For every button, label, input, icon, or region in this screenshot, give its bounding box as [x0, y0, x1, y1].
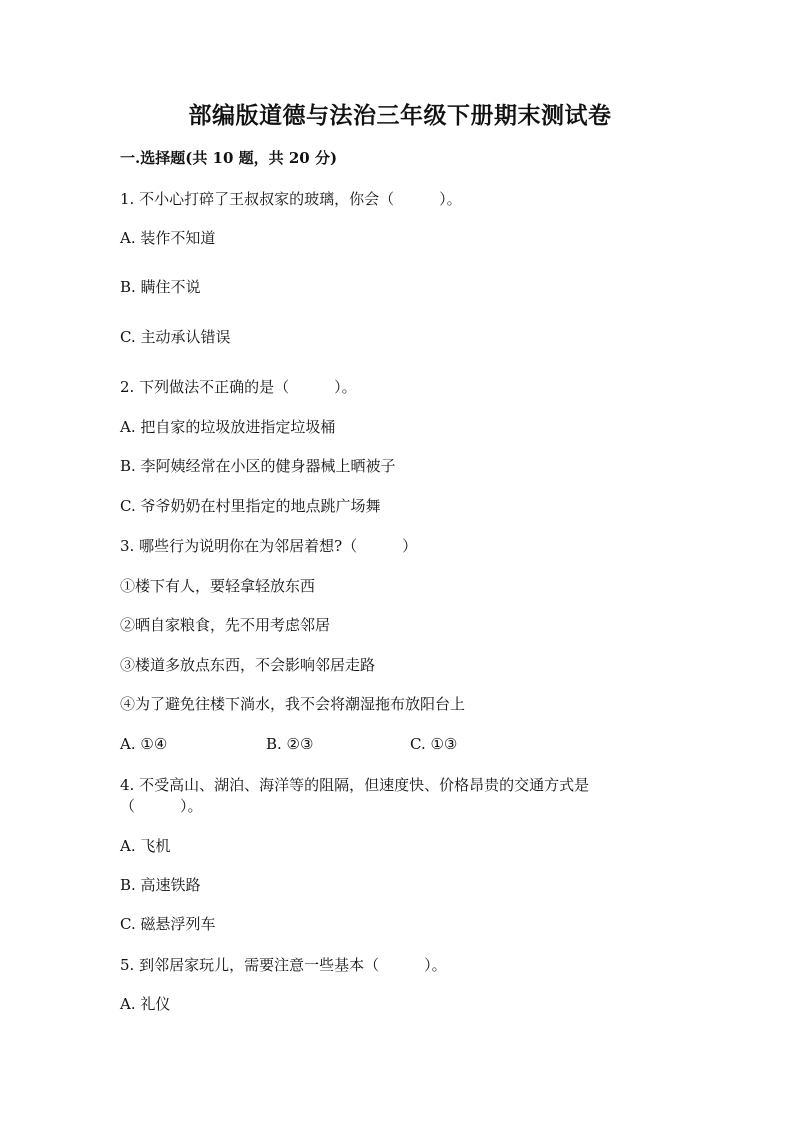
question-1-option-c: C. 主动承认错误	[120, 328, 231, 346]
question-5-option-a: A. 礼仪	[120, 995, 171, 1013]
question-2-stem: 2. 下列做法不正确的是（ ）。	[120, 378, 357, 396]
question-4-stem-line-1: 4. 不受高山、湖泊、海洋等的阻隔，但速度快、价格昂贵的交通方式是	[120, 776, 590, 794]
section-heading: 一.选择题(共 10 题，共 20 分)	[120, 149, 338, 167]
question-3-stem: 3. 哪些行为说明你在为邻居着想?（ ）	[120, 537, 418, 555]
question-3-statement-4: ④为了避免往楼下淌水，我不会将潮湿拖布放阳台上	[120, 695, 466, 713]
question-3-option-b: B. ②③	[266, 735, 314, 753]
question-4-option-c: C. 磁悬浮列车	[120, 915, 216, 933]
question-4-option-b: B. 高速铁路	[120, 876, 201, 894]
question-3-option-c: C. ①③	[410, 735, 458, 753]
question-3-options-row	[120, 733, 520, 755]
question-2-option-a: A. 把自家的垃圾放进指定垃圾桶	[120, 418, 336, 436]
question-5-stem: 5. 到邻居家玩儿，需要注意一些基本（ ）。	[120, 956, 447, 974]
question-2-option-b: B. 李阿姨经常在小区的健身器械上晒被子	[120, 457, 396, 475]
question-1-stem: 1. 不小心打碎了王叔叔家的玻璃，你会（ ）。	[120, 190, 462, 208]
question-1-option-a: A. 装作不知道	[120, 229, 216, 247]
page-title: 部编版道德与法治三年级下册期末测试卷	[188, 102, 612, 129]
question-3-statement-3: ③楼道多放点东西，不会影响邻居走路	[120, 656, 376, 674]
question-2-option-c: C. 爷爷奶奶在村里指定的地点跳广场舞	[120, 497, 381, 515]
question-3-statement-1: ①楼下有人，要轻拿轻放东西	[120, 577, 316, 595]
question-3-option-a: A. ①④	[120, 735, 168, 753]
question-3-statement-2: ②晒自家粮食，先不用考虑邻居	[120, 616, 331, 634]
question-4-option-a: A. 飞机	[120, 837, 171, 855]
question-1-option-b: B. 瞒住不说	[120, 278, 201, 296]
question-4-stem-line-2: （ ）。	[120, 797, 203, 815]
